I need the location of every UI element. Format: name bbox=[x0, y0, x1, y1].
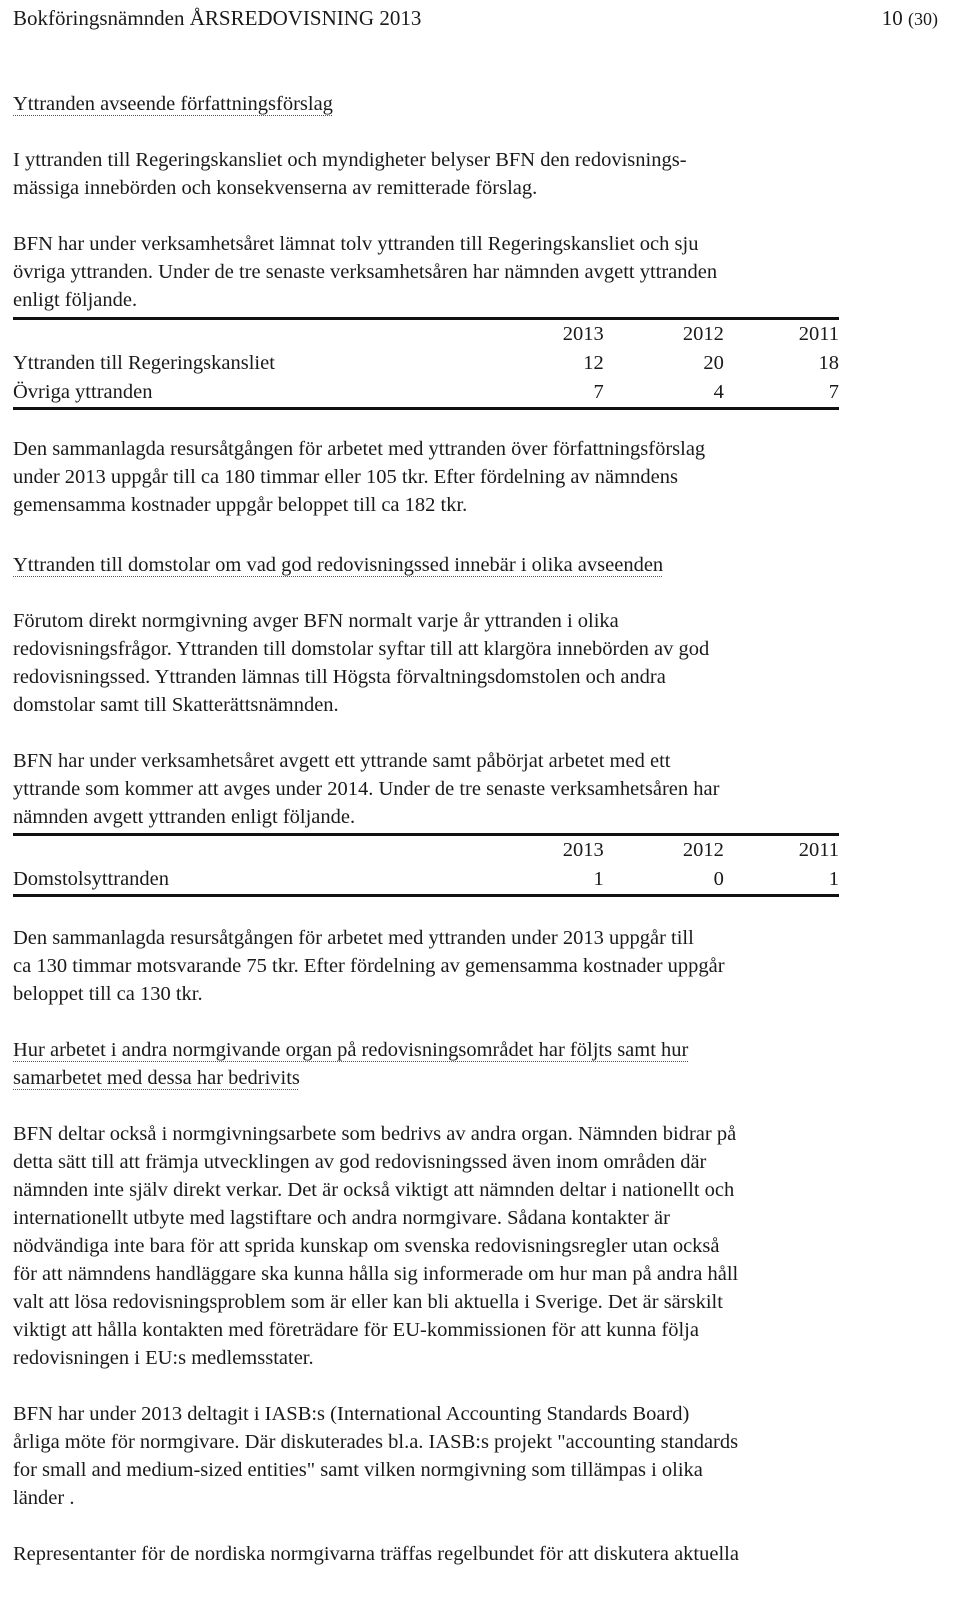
text-line: yttrande som kommer att avges under 2014. Under de tre senaste verksamhetsåren har bbox=[13, 778, 720, 800]
table-row bbox=[13, 378, 839, 409]
text-line: enligt följande. bbox=[13, 289, 138, 311]
table-header-blank bbox=[13, 835, 502, 866]
text-line: BFN har under verksamhetsåret lämnat tolv yttranden till Regeringskansliet och sju bbox=[13, 233, 699, 255]
page-total: (30) bbox=[908, 9, 938, 29]
heading-line: samarbetet med dessa har bedrivits bbox=[13, 1067, 300, 1089]
table-cell: 7 bbox=[502, 378, 604, 409]
text-line: Den sammanlagda resursåtgången för arbetet med yttranden över författningsförslag bbox=[13, 438, 706, 460]
table-row bbox=[13, 349, 839, 378]
table-cell: 4 bbox=[604, 378, 724, 409]
text-line: BFN deltar också i normgivningsarbete som bedrivs av andra organ. Nämnden bidrar på bbox=[13, 1123, 737, 1145]
page-header bbox=[13, 4, 938, 32]
text-line: domstolar samt till Skatterättsnämnden. bbox=[13, 694, 339, 716]
paragraph bbox=[13, 1540, 913, 1568]
table-cell: 18 bbox=[818, 352, 839, 374]
text-line: valt att lösa redovisningsproblem som är eller kan bli aktuella i Sverige. Det är särskilt bbox=[13, 1291, 723, 1313]
text-line: Den sammanlagda resursåtgången för arbetet med yttranden under 2013 uppgår till bbox=[13, 927, 694, 949]
section-heading-domstolar: Yttranden till domstolar om vad god redovisningssed innebär i olika avseenden bbox=[13, 554, 664, 576]
paragraph bbox=[13, 747, 913, 831]
year-header: 2011 bbox=[724, 835, 839, 866]
year-header: 2013 bbox=[502, 835, 604, 866]
table-cell: 1 bbox=[502, 865, 604, 896]
text-line: nödvändiga inte bara för att sprida kunskap om svenska redovisningsregler utan också bbox=[13, 1235, 720, 1257]
year-header: 2012 bbox=[604, 319, 724, 350]
text-line: Förutom direkt normgivning avger BFN normalt varje år yttranden i olika bbox=[13, 610, 619, 632]
table-row bbox=[13, 865, 839, 896]
row-label: Yttranden till Regeringskansliet bbox=[13, 352, 275, 374]
table-cell: 12 bbox=[583, 352, 604, 374]
text-line: redovisningsfrågor. Yttranden till domstolar syftar till att klargöra innebörden av god bbox=[13, 638, 710, 660]
section-heading-andra-organ bbox=[13, 1036, 913, 1092]
year-header: 2013 bbox=[502, 319, 604, 350]
paragraph bbox=[13, 1400, 913, 1512]
text-line: för att nämndens handläggare ska kunna hålla sig informerade om hur man på andra håll bbox=[13, 1263, 739, 1285]
year-header: 2011 bbox=[724, 319, 839, 350]
table-cell: 0 bbox=[604, 865, 724, 896]
paragraph bbox=[13, 435, 913, 519]
section-heading-forfattningsforslag: Yttranden avseende författningsförslag bbox=[13, 93, 333, 115]
text-line: nämnden inte själv direkt verkar. Det är också viktigt att nämnden deltar i nationellt och bbox=[13, 1179, 735, 1201]
text-line: I yttranden till Regeringskansliet och myndigheter belyser BFN den redovisnings- bbox=[13, 149, 687, 171]
text-line: Representanter för de nordiska normgivarna träffas regelbundet för att diskutera aktuella bbox=[13, 1543, 739, 1565]
text-line: detta sätt till att främja utvecklingen av god redovisningssed även inom områden där bbox=[13, 1151, 707, 1173]
page-number bbox=[882, 4, 938, 33]
table-header-row bbox=[13, 319, 839, 350]
table-cell: 1 bbox=[724, 865, 839, 896]
text-line: ca 130 timmar motsvarande 75 tkr. Efter fördelning av gemensamma kostnader uppgår bbox=[13, 955, 725, 977]
table-cell: 20 bbox=[703, 352, 724, 374]
text-line: for small and medium-sized entities" samt vilken normgivning som tillämpas i olika bbox=[13, 1459, 703, 1481]
table-header-blank bbox=[13, 319, 502, 350]
table-header-row bbox=[13, 835, 839, 866]
paragraph bbox=[13, 230, 913, 314]
row-label: Domstolsyttranden bbox=[13, 865, 502, 896]
header-title: Bokföringsnämnden ÅRSREDOVISNING 2013 bbox=[13, 6, 422, 30]
paragraph bbox=[13, 146, 913, 202]
text-line: årliga möte för normgivare. Där diskuterades bl.a. IASB:s projekt "accounting standards bbox=[13, 1431, 739, 1453]
text-line: nämnden avgett yttranden enligt följande. bbox=[13, 806, 356, 828]
text-line: under 2013 uppgår till ca 180 timmar eller 105 tkr. Efter fördelning av nämndens bbox=[13, 466, 678, 488]
yttranden-table bbox=[13, 317, 839, 410]
text-line: internationellt utbyte med lagstiftare och andra normgivare. Sådana kontakter är bbox=[13, 1207, 670, 1229]
text-line: BFN har under 2013 deltagit i IASB:s (International Accounting Standards Board) bbox=[13, 1403, 690, 1425]
text-line: mässiga innebörden och konsekvenserna av remitterade förslag. bbox=[13, 177, 538, 199]
paragraph bbox=[13, 1120, 913, 1372]
text-line: viktigt att hålla kontakten med företrädare för EU-kommissionen för att kunna följa bbox=[13, 1319, 699, 1341]
row-label: Övriga yttranden bbox=[13, 378, 502, 409]
table-cell: 7 bbox=[724, 378, 839, 409]
domstolsyttranden-table bbox=[13, 833, 839, 897]
text-line: beloppet till ca 130 tkr. bbox=[13, 983, 203, 1005]
page-current: 10 bbox=[881, 6, 903, 30]
paragraph bbox=[13, 924, 913, 1008]
text-line: gemensamma kostnader uppgår beloppet till ca 182 tkr. bbox=[13, 494, 468, 516]
text-line: länder . bbox=[13, 1487, 75, 1509]
text-line: redovisningssed. Yttranden lämnas till Högsta förvaltningsdomstolen och andra bbox=[13, 666, 666, 688]
paragraph bbox=[13, 607, 913, 719]
text-line: redovisningen i EU:s medlemsstater. bbox=[13, 1347, 314, 1369]
text-line: övriga yttranden. Under de tre senaste verksamhetsåren har nämnden avgett yttranden bbox=[13, 261, 718, 283]
text-line: BFN har under verksamhetsåret avgett ett yttrande samt påbörjat arbetet med ett bbox=[13, 750, 671, 772]
year-header: 2012 bbox=[604, 835, 724, 866]
heading-line: Hur arbetet i andra normgivande organ på redovisningsområdet har följts samt hur bbox=[13, 1039, 689, 1061]
